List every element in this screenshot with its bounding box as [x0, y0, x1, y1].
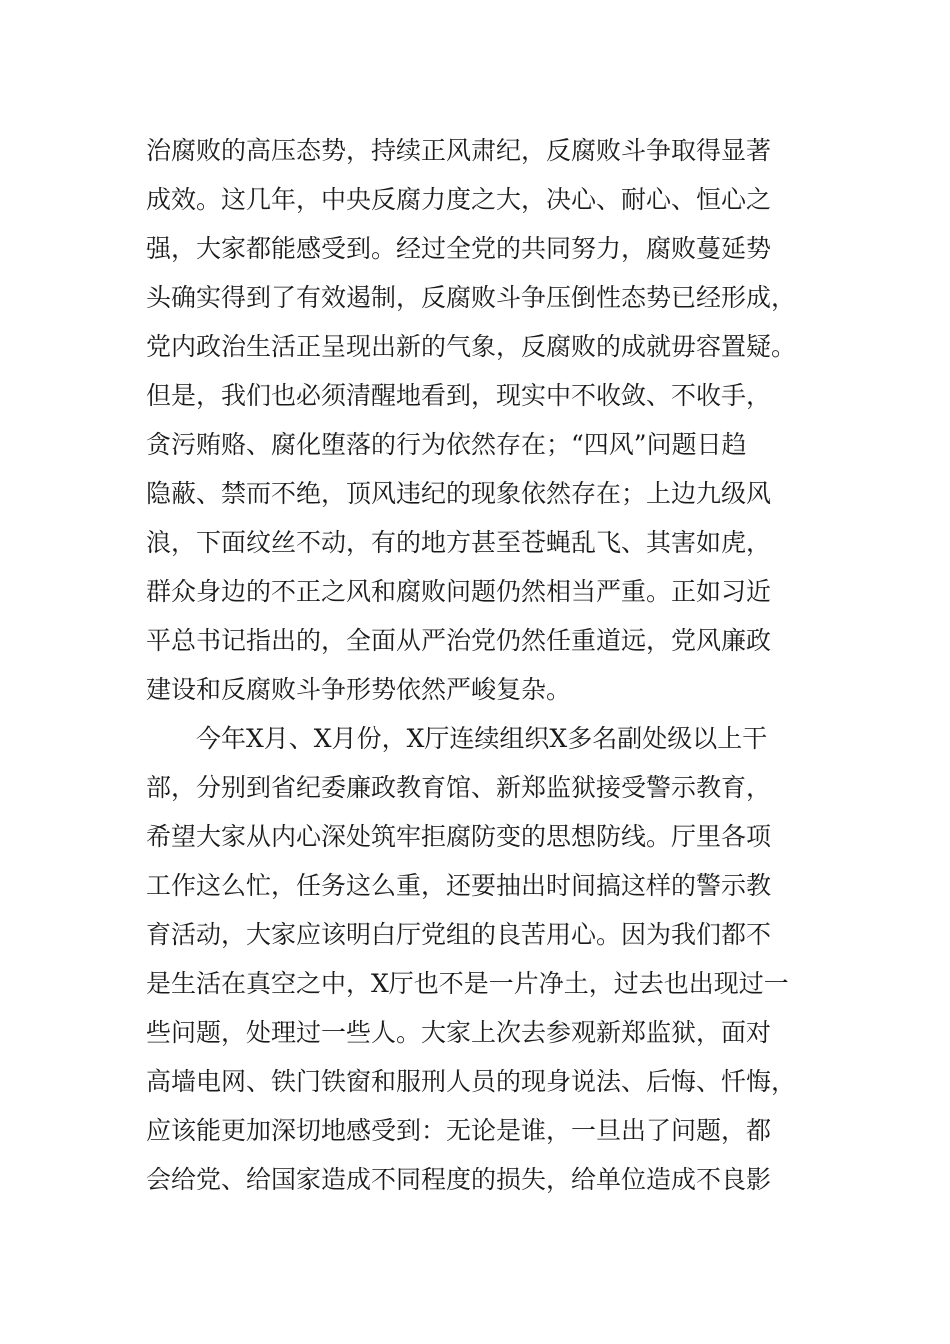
paragraph-2	[146, 714, 806, 1204]
text-line: 党内政治生活正呈现出新的气象，反腐败的成就毋容置疑。	[146, 332, 797, 361]
text-line: 但是，我们也必须清醒地看到，现实中不收敛、不收手，	[146, 381, 772, 410]
text-line: 贪污贿赂、腐化堕落的行为依然存在；“四风”问题日趋	[146, 430, 747, 459]
text-line: 应该能更加深切地感受到：无论是谁，一旦出了问题，都	[146, 1116, 772, 1145]
text-line: 成效。这几年，中央反腐力度之大，决心、耐心、恒心之	[146, 185, 772, 214]
paragraph-1	[146, 126, 806, 714]
text-line: 育活动，大家应该明白厅党组的良苦用心。因为我们都不	[146, 920, 772, 949]
text-line: 部，分别到省纪委廉政教育馆、新郑监狱接受警示教育，	[146, 773, 772, 802]
text-line: 强，大家都能感受到。经过全党的共同努力，腐败蔓延势	[146, 234, 772, 263]
text-line: 工作这么忙，任务这么重，还要抽出时间搞这样的警示教	[146, 871, 772, 900]
text-line: 平总书记指出的，全面从严治党仍然任重道远，党风廉政	[146, 626, 772, 655]
body-text	[146, 126, 806, 1204]
text-line: 治腐败的高压态势，持续正风肃纪，反腐败斗争取得显著	[146, 136, 772, 165]
text-line: 群众身边的不正之风和腐败问题仍然相当严重。正如习近	[146, 577, 772, 606]
text-line: 会给党、给国家造成不同程度的损失，给单位造成不良影	[146, 1165, 772, 1194]
text-line: 些问题，处理过一些人。大家上次去参观新郑监狱，面对	[146, 1018, 772, 1047]
text-line: 建设和反腐败斗争形势依然严峻复杂。	[146, 675, 572, 704]
text-line: 今年X月、X月份，X厅连续组织X多名副处级以上干	[196, 724, 768, 753]
text-line: 头确实得到了有效遏制，反腐败斗争压倒性态势已经形成，	[146, 283, 797, 312]
text-line: 是生活在真空之中，X厅也不是一片净土，过去也出现过一	[146, 969, 789, 998]
text-line: 浪，下面纹丝不动，有的地方甚至苍蝇乱飞、其害如虎，	[146, 528, 772, 557]
text-line: 希望大家从内心深处筑牢拒腐防变的思想防线。厅里各项	[146, 822, 772, 851]
text-line: 高墙电网、铁门铁窗和服刑人员的现身说法、后悔、忏悔，	[146, 1067, 797, 1096]
text-line: 隐蔽、禁而不绝，顶风违纪的现象依然存在；上边九级风	[146, 479, 772, 508]
